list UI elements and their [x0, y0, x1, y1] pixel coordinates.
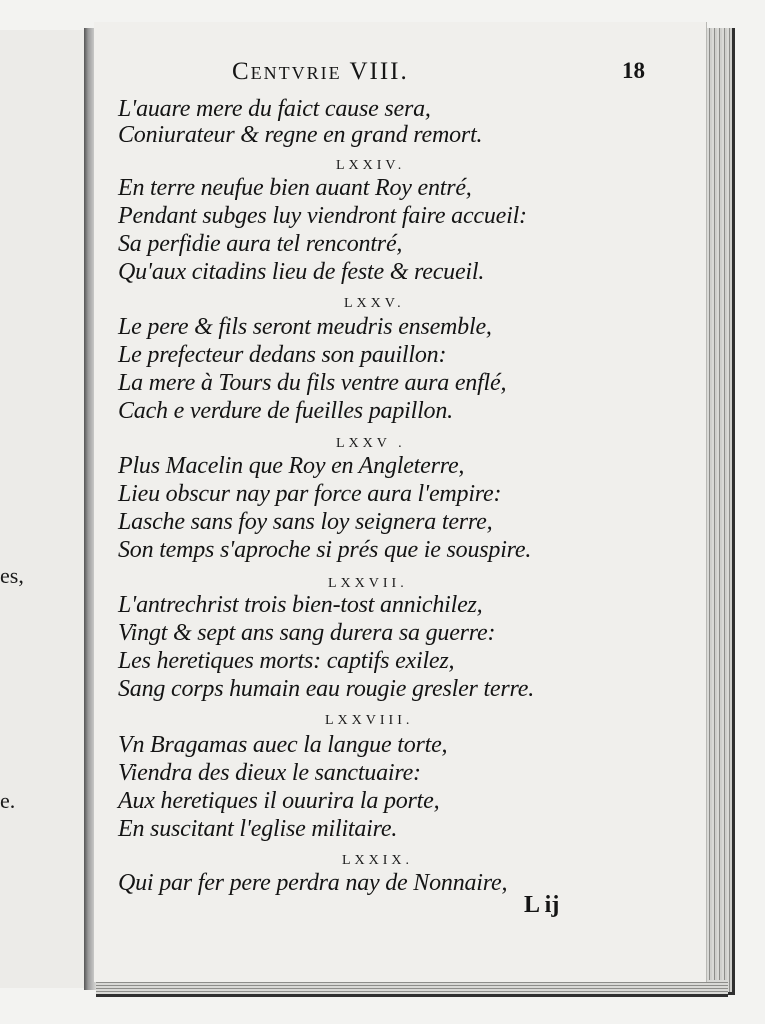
verse-line: Sa perfidie aura tel rencontré,	[118, 231, 403, 257]
verse-line: La mere à Tours du fils ventre aura enflé,	[118, 370, 507, 396]
verse-line: Lieu obscur nay par force aura l'empire:	[118, 481, 502, 507]
verse-line: Le prefecteur dedans son pauillon:	[118, 342, 447, 368]
facing-page	[0, 30, 88, 988]
verse-line: Son temps s'aproche si prés que ie souspire.	[118, 537, 532, 563]
verse-line: Aux heretiques il ouurira la porte,	[118, 788, 440, 814]
verse-line: Coniurateur & regne en grand remort.	[118, 122, 483, 148]
verse-line: Qu'aux citadins lieu de feste & recueil.	[118, 259, 485, 285]
verse-line: En terre neufue bien auant Roy entré,	[118, 175, 472, 201]
verse-line: Viendra des dieux le sanctuaire:	[118, 760, 421, 786]
verse-line: Vingt & sept ans sang durera sa guerre:	[118, 620, 496, 646]
verse-line: Sang corps humain eau rougie gresler terre.	[118, 676, 535, 702]
page-number: 18	[622, 58, 645, 83]
verse-line: L'antrechrist trois bien-tost annichilez,	[118, 592, 483, 618]
verse-line: Pendant subges luy viendront faire accueil:	[118, 203, 527, 229]
printer-signature: L ij	[524, 892, 560, 918]
verse-line: Plus Macelin que Roy en Angleterre,	[118, 453, 465, 479]
verse-line: Vn Bragamas auec la langue torte,	[118, 732, 448, 758]
verse-line: Qui par fer pere perdra nay de Nonnaire,	[118, 870, 508, 896]
quatrain-number: LXXVII.	[328, 576, 408, 591]
page-edges-bottom	[96, 980, 728, 997]
facing-page-fragment: e.	[0, 788, 16, 813]
verse-line: L'auare mere du faict cause sera,	[118, 96, 431, 122]
verse-line: Le pere & fils seront meudris ensemble,	[118, 314, 492, 340]
verse-line: Lasche sans foy sans loy seignera terre,	[118, 509, 493, 535]
quatrain-number: LXXIV.	[336, 158, 406, 173]
quatrain-number: LXXIX.	[342, 853, 414, 868]
running-head: Centvrie VIII.	[232, 58, 409, 85]
quatrain-number: LXXVIII.	[325, 713, 414, 728]
verse-line: En suscitant l'eglise militaire.	[118, 816, 398, 842]
verse-line: Cach e verdure de fueilles papillon.	[118, 398, 453, 424]
quatrain-number: LXXV .	[336, 436, 406, 451]
facing-page-fragment: es,	[0, 563, 24, 588]
quatrain-number: LXXV.	[344, 296, 405, 311]
verse-line: Les heretiques morts: captifs exilez,	[118, 648, 455, 674]
